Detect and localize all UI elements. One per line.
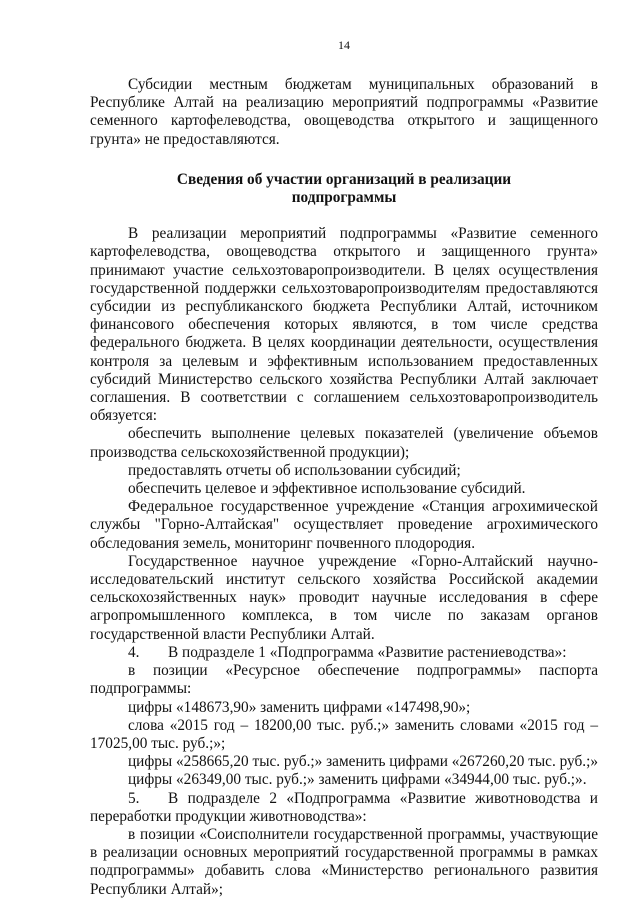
item-4 [90, 644, 598, 662]
paragraph-subsidies: Субсидии местным бюджетам муниципальных образований в Республике Алтай на реализацию мероприятий подпрограммы «Развитие семенного картофелеводства, овощеводства открытого и защищенного грунта» не предоставляются. [90, 76, 598, 148]
paragraph-participants: В реализации мероприятий подпрограммы «Развитие семенного картофелеводства, овощеводства открытого и защищенного грунта» принимают участие сельхозтоваропроизводители. В целях осуществления государственной поддержки сельхозтоваропроизводителям предоставляются субсидии из республиканского бюджета Республики Алтай, источником финансового обеспечения которых являются, в том числе средства федерального бюджета. В целях координации деятельности, осуществления контроля за целевым и эффективным использованием предоставленных субсидий Министерство сельского хозяйства Республики Алтай заключает соглашения. В соответствии с соглашением сельхозтоваропроизводитель обязуется: [90, 225, 598, 425]
document-body [90, 76, 598, 899]
paragraph-co-executors: в позиции «Соисполнители государственной программы, участвующие в реализации основных мероприятий государственной программы в рамках подпрограммы» добавить слова «Министерство регионального развития Республики Алтай»; [90, 825, 598, 898]
paragraph-obligation-reports: предоставлять отчеты об использовании субсидий; [128, 461, 461, 479]
section-heading: Сведения об участии организаций в реализации подпрограммы [176, 170, 512, 207]
item-4-text: В подразделе 1 «Подпрограмма «Развитие растениеводства»: [168, 643, 567, 661]
paragraph-replace-4: цифры «26349,00 тыс. руб.;» заменить цифрами «34944,00 тыс. руб.;». [128, 771, 587, 789]
paragraph-obligation-usage: обеспечить целевое и эффективное использование субсидий. [128, 480, 526, 498]
page-number: 14 [338, 38, 350, 52]
paragraph-obligation-targets: обеспечить выполнение целевых показателей (увеличение объемов производства сельскохозяйственной продукции); [90, 425, 598, 461]
item-5-number: 5. [128, 789, 140, 807]
paragraph-research-institute: Государственное научное учреждение «Горно-Алтайский научно-исследовательский институт сельского хозяйства Российской академии сельскохозяйственных наук» проводит научные исследования в сфере агропромышленного комплекса, в том числе по заказам органов государственной власти Республики Алтай. [90, 552, 598, 643]
paragraph-agrochemical-station: Федеральное государственное учреждение «Станция агрохимической службы "Горно-Алтайская" осуществляет проведение агрохимического обследования земель, мониторинг почвенного плодородия. [90, 498, 598, 552]
paragraph-replace-2: слова «2015 год – 18200,00 тыс. руб.;» заменить словами «2015 год – 17025,00 тыс. руб.;»; [90, 716, 598, 752]
item-4-number: 4. [128, 643, 140, 661]
paragraph-replace-1: цифры «148673,90» заменить цифрами «147498,90»; [128, 698, 471, 716]
item-5 [90, 790, 598, 826]
paragraph-replace-3: цифры «258665,20 тыс. руб.;» заменить цифрами «267260,20 тыс. руб.;» [128, 753, 598, 771]
item-5-text: В подразделе 2 «Подпрограмма «Развитие животноводства и переработки продукции животноводства»: [90, 789, 598, 825]
paragraph-resource-position: в позиции «Ресурсное обеспечение подпрограммы» паспорта подпрограммы: [90, 662, 598, 698]
